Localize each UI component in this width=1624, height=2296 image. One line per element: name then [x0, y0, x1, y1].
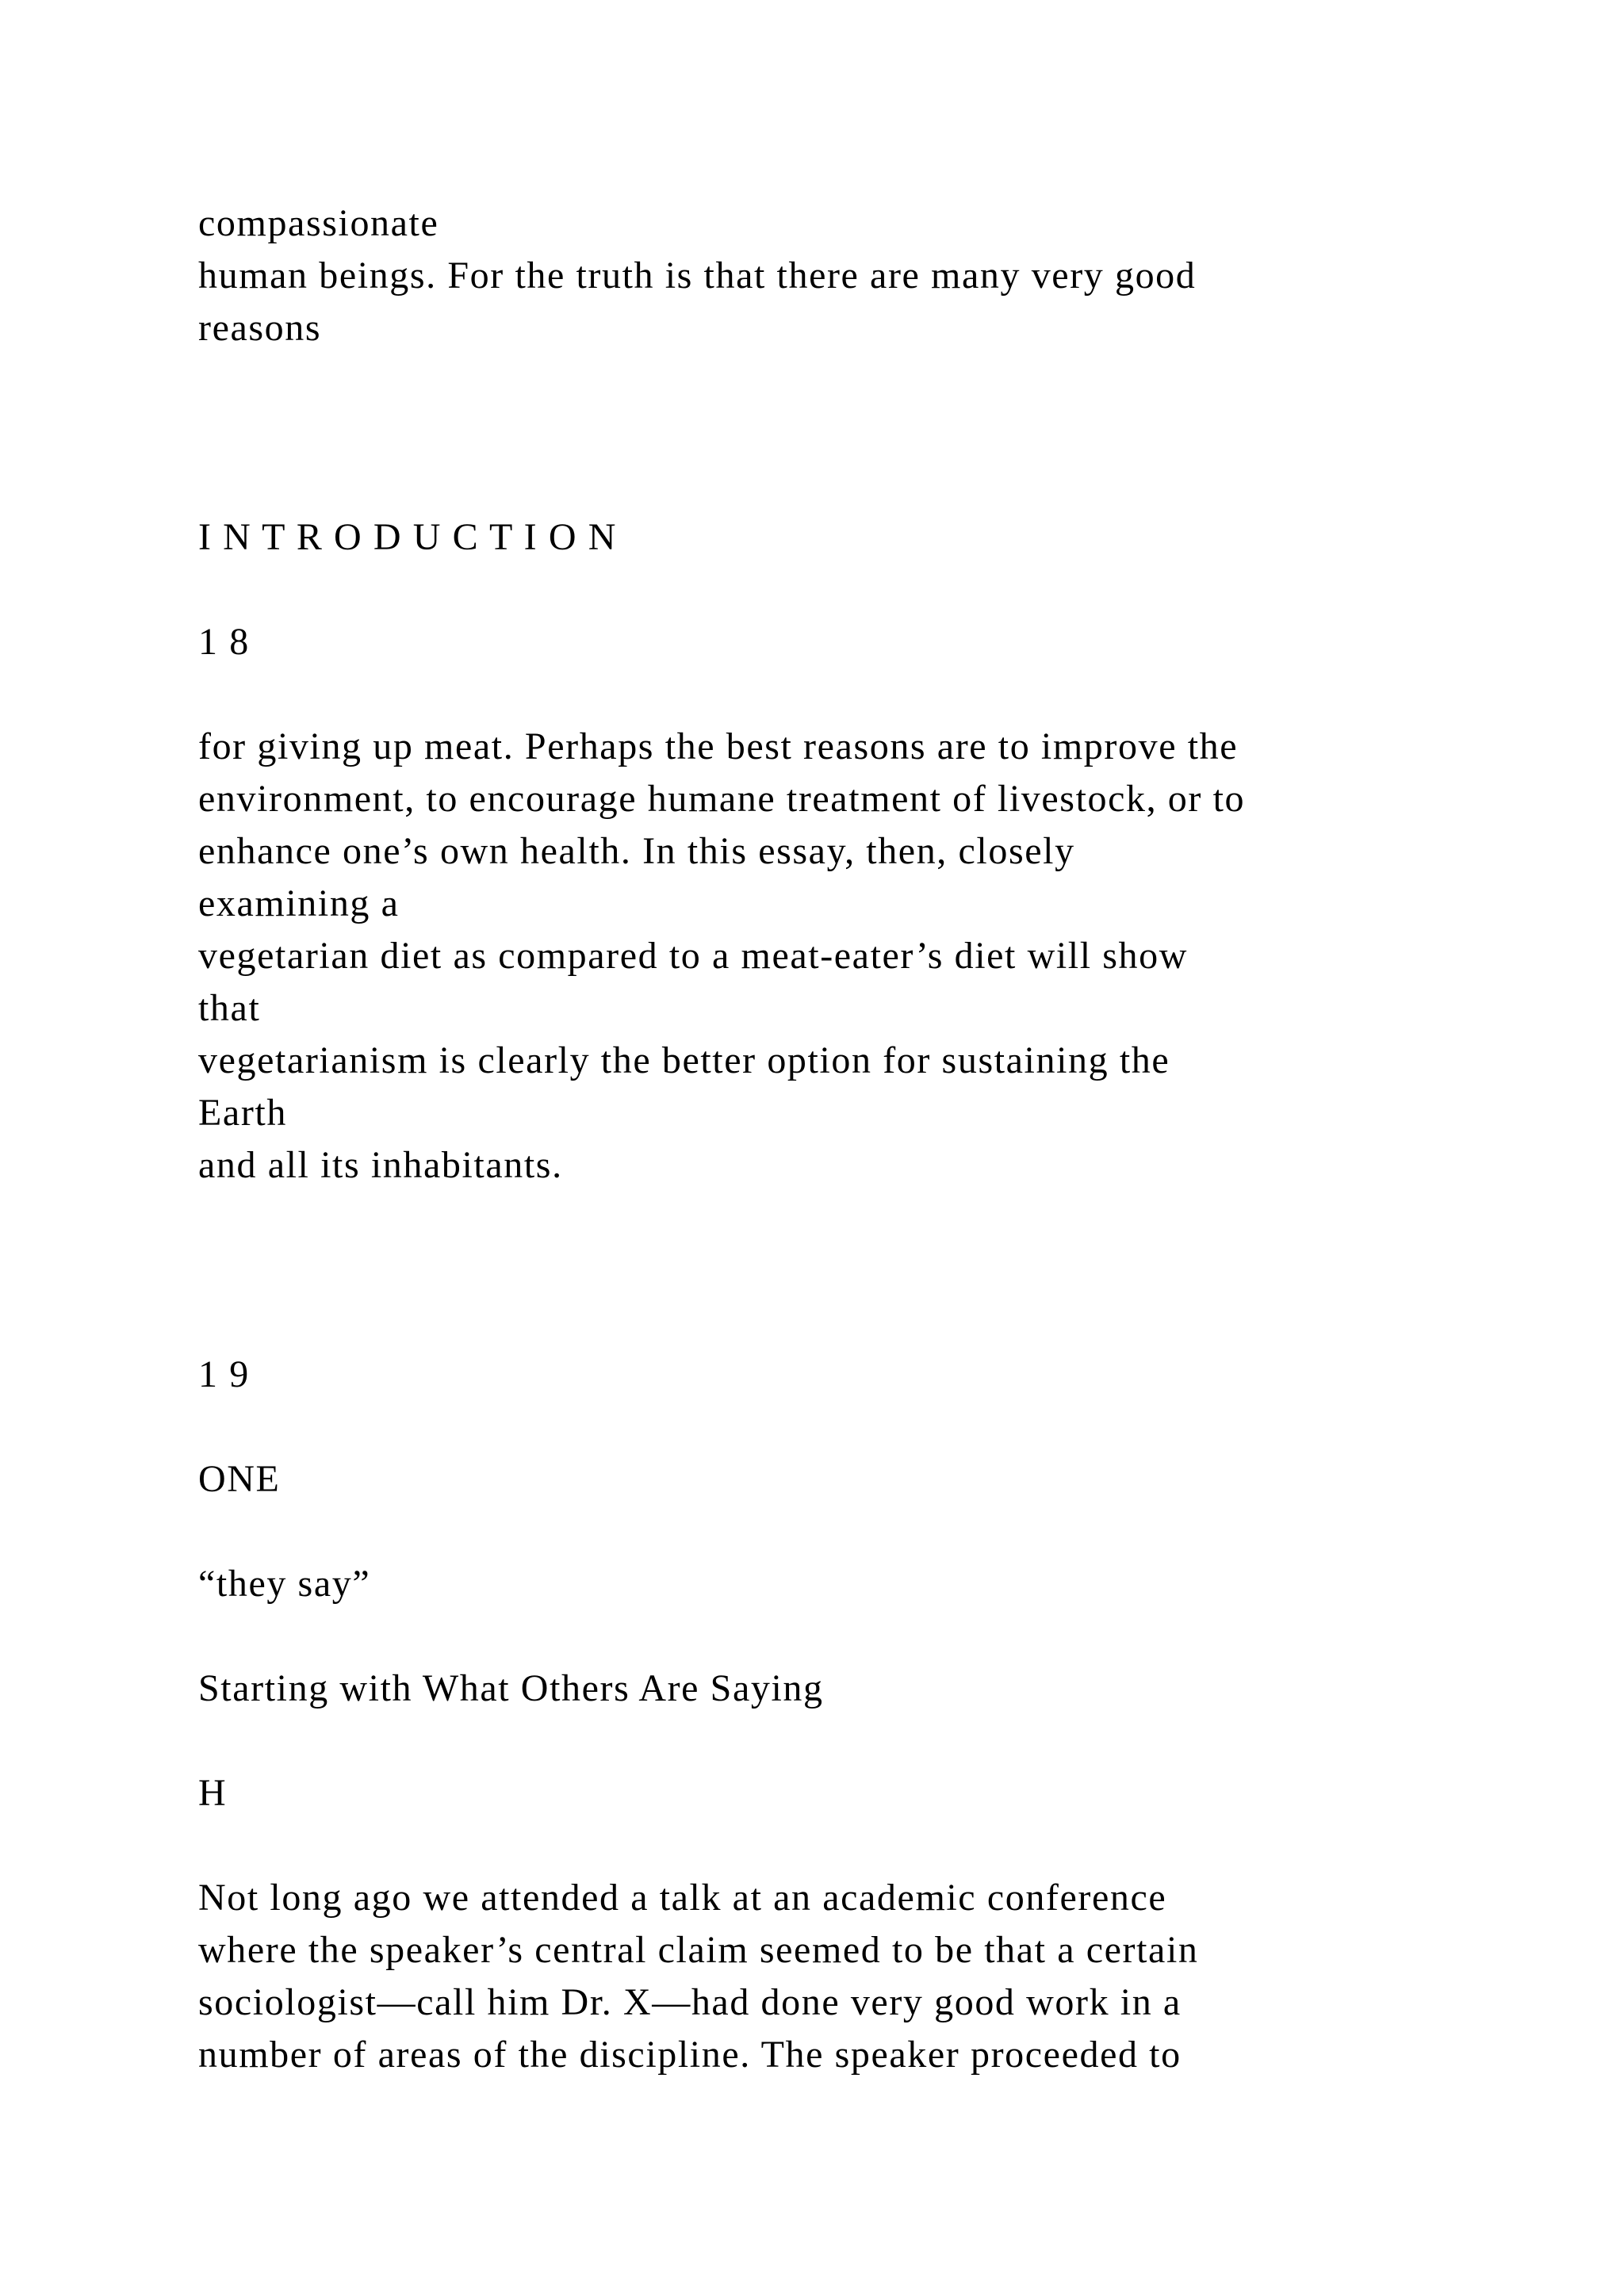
text-line: sociologist—call him Dr. X—had done very good work in a	[198, 1981, 1182, 2023]
text-line: compassionate	[198, 202, 439, 244]
text-line: human beings. For the truth is that there are many very good	[198, 254, 1197, 297]
text-line: examining a	[198, 882, 400, 924]
text-line: Not long ago we attended a talk at an academic conference	[198, 1877, 1167, 1919]
section-header: I N T R O D U C T I O N	[198, 516, 617, 558]
drop-cap: H	[198, 1772, 228, 1814]
chapter-subtitle: Starting with What Others Are Saying	[198, 1667, 824, 1709]
text-line: number of areas of the discipline. The speaker proceeded to	[198, 2034, 1182, 2076]
text-line: and all its inhabitants.	[198, 1144, 563, 1186]
page-number: 1 8	[198, 621, 250, 663]
chapter-number: ONE	[198, 1458, 281, 1500]
page-number: 1 9	[198, 1353, 250, 1395]
text-line: vegetarianism is clearly the better option for sustaining the	[198, 1039, 1170, 1081]
text-line: Earth	[198, 1092, 287, 1134]
chapter-title: “they say”	[198, 1563, 371, 1605]
text-line: where the speaker’s central claim seemed to be that a certain	[198, 1929, 1199, 1971]
text-line: environment, to encourage humane treatment of livestock, or to	[198, 778, 1246, 820]
text-line: that	[198, 987, 261, 1029]
text-line: vegetarian diet as compared to a meat-eater’s diet will show	[198, 935, 1188, 977]
text-line: enhance one’s own health. In this essay, then, closely	[198, 830, 1075, 872]
text-line: reasons	[198, 307, 322, 349]
text-line: for giving up meat. Perhaps the best reasons are to improve the	[198, 725, 1239, 767]
